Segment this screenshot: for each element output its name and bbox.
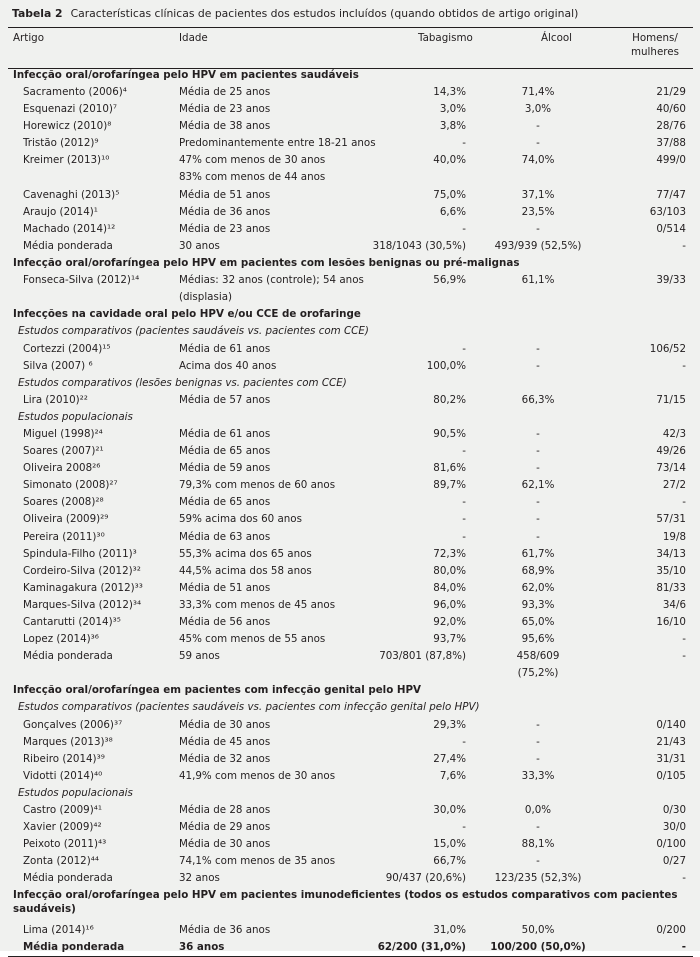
section-heading: Infecção oral/orofaríngea pelo HPV em pacientes imunodeficientes (todos os estudos comparativos com pacientes saudáveis) (13, 888, 678, 915)
table-row (8, 802, 693, 819)
sexo-cell: 37/88 (656, 137, 686, 150)
sexo-cell: 31/31 (656, 752, 686, 765)
header-idade: Idade (179, 32, 208, 44)
alcool-cell: 493/939 (52,5%) (494, 239, 582, 252)
tabagismo-cell: 90,5% (433, 427, 466, 440)
tabagismo-cell: - (462, 137, 466, 150)
header-tabagismo: Tabagismo (418, 32, 473, 44)
tabagismo-cell: 703/801 (87,8%) (379, 650, 466, 663)
sexo-cell: - (682, 239, 686, 252)
tabagismo-cell: - (462, 735, 466, 748)
artigo-cell: Cantarutti (2014)³⁵ (23, 616, 121, 628)
tabagismo-cell: 318/1043 (30,5%) (372, 239, 466, 252)
artigo-cell: Marques-Silva (2012)³⁴ (23, 598, 142, 611)
alcool-cell: 23,5% (521, 205, 555, 218)
alcool-cell: 93,3% (521, 598, 555, 611)
artigo-cell: Araujo (2014)¹ (23, 205, 98, 218)
header-alcool: Álcool (541, 32, 573, 44)
tabagismo-cell: 80,2% (433, 393, 466, 406)
artigo-cell: Esquenazi (2010)⁷ (23, 103, 118, 116)
table-row (8, 853, 693, 870)
artigo-cell: Lima (2014)¹⁶ (23, 923, 94, 936)
sexo-cell: 49/26 (656, 445, 686, 458)
alcool-cell: - (536, 718, 540, 731)
subsection-heading-row (8, 375, 693, 392)
alcool-cell: 100/200 (50,0%) (490, 940, 586, 953)
table-row (8, 614, 693, 631)
artigo-cell: Oliveira (2009)²⁹ (23, 513, 109, 526)
section-heading-row (8, 255, 693, 272)
idade-cell: Média de 36 anos (179, 205, 271, 218)
alcool-cell: 88,1% (521, 838, 555, 851)
artigo-cell: Soares (2007)²¹ (23, 445, 104, 458)
table-row (8, 768, 693, 785)
alcool-cell: 37,1% (521, 188, 555, 201)
alcool-cell: 61,7% (521, 547, 555, 560)
idade-cell: Média de 56 anos (179, 616, 271, 628)
idade-cell: Média de 23 anos (179, 222, 271, 235)
sexo-cell: 77/47 (656, 188, 686, 201)
table-row (8, 152, 693, 186)
header-sexo-l2: mulheres (631, 46, 679, 58)
artigo-cell: Média ponderada (23, 650, 113, 663)
sexo-cell: 21/29 (656, 86, 686, 99)
sexo-cell: - (681, 940, 686, 953)
idade-cell: Média de 51 anos (179, 581, 271, 594)
artigo-cell: Gonçalves (2006)³⁷ (23, 718, 123, 731)
table-row (8, 84, 693, 101)
tabagismo-cell: - (462, 530, 466, 543)
table-row (8, 751, 693, 768)
idade-cell: Média de 30 anos (179, 718, 271, 731)
table-row (8, 922, 693, 939)
tabagismo-cell: 56,9% (433, 274, 466, 287)
table-row (8, 546, 693, 563)
alcool-cell: 3,0% (524, 103, 552, 116)
table-row (8, 118, 693, 135)
table-row (8, 717, 693, 734)
sexo-cell: 39/33 (656, 274, 686, 287)
idade-cell: 41,9% com menos de 30 anos (179, 769, 336, 782)
idade-cell: 36 anos (179, 940, 225, 953)
idade-cell: Predominantemente entre 18-21 anos (179, 137, 376, 150)
artigo-cell: Kreimer (2013)¹⁰ (23, 154, 110, 167)
table-label: Tabela 2 (12, 7, 63, 20)
table-row (8, 939, 693, 957)
sexo-cell: - (682, 650, 686, 663)
idade-cell: Média de 36 anos (179, 923, 271, 936)
idade-cell: Média de 32 anos (179, 752, 271, 765)
alcool-cell: - (536, 496, 540, 509)
header-artigo: Artigo (13, 32, 45, 44)
idade-cell: 44,5% acima dos 58 anos (179, 564, 312, 577)
section-heading-row (8, 682, 693, 699)
idade-cell: Média de 51 anos (179, 188, 271, 201)
artigo-cell: Peixoto (2011)⁴³ (23, 838, 107, 851)
table-row (8, 392, 693, 409)
alcool-cell: 0,0% (524, 804, 552, 817)
artigo-cell: Oliveira 2008²⁶ (23, 462, 101, 475)
table-row (8, 819, 693, 836)
table-row (8, 580, 693, 597)
tabagismo-cell: 72,3% (433, 547, 466, 560)
table-row (8, 204, 693, 221)
sexo-cell: 21/43 (656, 735, 686, 748)
sexo-cell: 0/140 (656, 718, 686, 731)
alcool-cell: 33,3% (521, 769, 555, 782)
subsection-heading-row (8, 699, 693, 716)
tabagismo-cell: - (462, 496, 466, 509)
tabagismo-cell: 3,8% (439, 120, 466, 133)
tabagismo-cell: 92,0% (433, 616, 466, 628)
sexo-cell: 63/103 (649, 205, 686, 218)
table-row (8, 341, 693, 358)
tabagismo-cell: - (462, 342, 466, 355)
artigo-cell: Cordeiro-Silva (2012)³² (23, 564, 141, 577)
alcool-cell: - (536, 342, 540, 355)
artigo-cell: Ribeiro (2014)³⁹ (23, 752, 105, 765)
alcool-cell: 65,0% (521, 616, 555, 628)
idade-cell (179, 272, 364, 306)
artigo-cell: Cortezzi (2004)¹⁵ (23, 342, 111, 355)
artigo-cell: Castro (2009)⁴¹ (23, 804, 102, 817)
idade-cell: Média de 25 anos (179, 86, 271, 99)
section-heading: Infecção oral/orofaríngea pelo HPV em pacientes saudáveis (13, 69, 359, 81)
idade-cell (179, 152, 325, 186)
alcool-cell: 68,9% (521, 564, 555, 577)
table-row (8, 358, 693, 375)
idade-cell-line2: 83% com menos de 44 anos (179, 171, 326, 184)
alcool-cell: - (536, 735, 540, 748)
tabagismo-cell: 40,0% (433, 154, 466, 167)
idade-cell: Média de 61 anos (179, 342, 271, 355)
table-body (8, 67, 693, 957)
alcool-cell: 62,0% (521, 581, 555, 594)
alcool-cell (478, 648, 598, 682)
subsection-heading-row (8, 323, 693, 340)
artigo-cell: Simonato (2008)²⁷ (23, 479, 118, 492)
subsection-heading-row (8, 785, 693, 802)
tabagismo-cell: 15,0% (433, 838, 466, 851)
sexo-cell: - (682, 633, 686, 646)
artigo-cell: Zonta (2012)⁴⁴ (23, 855, 99, 868)
sexo-cell: 34/13 (656, 547, 686, 560)
alcool-cell-line2: (75,2%) (517, 667, 559, 680)
sexo-cell: 57/31 (656, 513, 686, 526)
table-header (8, 27, 693, 69)
idade-cell: 30 anos (179, 239, 220, 252)
alcool-cell: 74,0% (521, 154, 555, 167)
section-heading-row (8, 888, 693, 922)
table-row (8, 734, 693, 751)
artigo-cell: Sacramento (2006)⁴ (23, 86, 127, 99)
subsection-heading: Estudos populacionais (18, 410, 133, 423)
alcool-cell: - (536, 445, 540, 458)
subsection-heading: Estudos comparativos (pacientes saudáveis vs. pacientes com CCE) (18, 325, 369, 338)
header-sexo-l1: Homens/ (632, 32, 678, 44)
section-heading-row (8, 306, 693, 323)
tabagismo-cell: 96,0% (433, 598, 466, 611)
table-row (8, 631, 693, 648)
artigo-cell: Lopez (2014)³⁶ (23, 633, 99, 646)
sexo-cell: 19/8 (662, 530, 686, 543)
table-row (8, 529, 693, 546)
idade-cell: Média de 57 anos (179, 393, 271, 406)
alcool-cell: - (536, 427, 540, 440)
tabagismo-cell: - (462, 222, 466, 235)
sexo-cell: 106/52 (649, 342, 686, 355)
table-caption (12, 4, 578, 24)
alcool-cell: 66,3% (521, 393, 555, 406)
sexo-cell: 40/60 (656, 103, 686, 116)
idade-cell: Média de 65 anos (179, 445, 271, 458)
alcool-cell: - (536, 855, 540, 868)
tabagismo-cell: 3,0% (439, 103, 466, 116)
sexo-cell: 30/0 (662, 821, 686, 834)
sexo-cell: 27/2 (662, 479, 686, 492)
tabagismo-cell: 66,7% (433, 855, 466, 868)
idade-cell: Média de 23 anos (179, 103, 271, 116)
sexo-cell: 0/514 (656, 222, 686, 235)
sexo-cell: 0/27 (662, 855, 686, 868)
idade-cell: Acima dos 40 anos (179, 359, 277, 372)
sexo-cell: 28/76 (656, 120, 686, 133)
header-sexo (620, 31, 690, 59)
sexo-cell: 35/10 (656, 564, 686, 577)
tabagismo-cell: 27,4% (433, 752, 466, 765)
table-row (8, 135, 693, 152)
idade-cell-line1: Médias: 32 anos (controle); 54 anos (179, 274, 364, 287)
artigo-cell: Horewicz (2010)⁸ (23, 120, 112, 133)
alcool-cell: 61,1% (521, 274, 555, 287)
tabagismo-cell: 93,7% (433, 633, 466, 646)
table-row (8, 460, 693, 477)
artigo-cell: Cavenaghi (2013)⁵ (23, 188, 120, 201)
idade-cell: 59 anos (179, 650, 220, 663)
tabagismo-cell: 14,3% (433, 86, 466, 99)
artigo-cell: Machado (2014)¹² (23, 222, 116, 235)
table-row (8, 477, 693, 494)
tabagismo-cell: - (462, 445, 466, 458)
artigo-cell: Spindula-Filho (2011)³ (23, 547, 137, 560)
table-row (8, 511, 693, 528)
artigo-cell: Tristão (2012)⁹ (23, 137, 99, 150)
section-heading: Infecções na cavidade oral pelo HPV e/ou CCE de orofaringe (13, 308, 361, 321)
section-heading-row (8, 67, 693, 84)
tabagismo-cell: 90/437 (20,6%) (385, 872, 466, 885)
artigo-cell: Kaminagakura (2012)³³ (23, 581, 143, 594)
alcool-cell: 95,6% (521, 633, 555, 646)
alcool-cell: - (536, 120, 540, 133)
table-row (8, 836, 693, 853)
idade-cell: 32 anos (179, 872, 220, 885)
table-row (8, 238, 693, 255)
table-row (8, 443, 693, 460)
sexo-cell: 42/3 (662, 427, 686, 440)
subsection-heading-row (8, 409, 693, 426)
idade-cell: 45% com menos de 55 anos (179, 633, 326, 646)
sexo-cell: - (682, 359, 686, 372)
section-heading: Infecção oral/orofaríngea em pacientes com infecção genital pelo HPV (13, 684, 421, 697)
alcool-cell-line1: 458/609 (516, 650, 560, 663)
sexo-cell: - (682, 872, 686, 885)
artigo-cell: Lira (2010)²² (23, 393, 88, 406)
table-row (8, 272, 693, 306)
alcool-cell: - (536, 513, 540, 526)
artigo-cell: Marques (2013)³⁸ (23, 735, 113, 748)
subsection-heading: Estudos populacionais (18, 786, 133, 799)
tabagismo-cell: - (462, 513, 466, 526)
table-row (8, 221, 693, 238)
sexo-cell: - (682, 496, 686, 509)
idade-cell: Média de 45 anos (179, 735, 271, 748)
idade-cell-line1: 47% com menos de 30 anos (179, 154, 326, 167)
table-title: Características clínicas de pacientes dos estudos incluídos (quando obtidos de artigo original) (70, 7, 579, 20)
sexo-cell: 0/105 (656, 769, 686, 782)
artigo-cell: Soares (2008)²⁸ (23, 496, 104, 509)
artigo-cell: Miguel (1998)²⁴ (23, 427, 103, 440)
sexo-cell: 71/15 (656, 393, 686, 406)
artigo-cell: Vidotti (2014)⁴⁰ (23, 769, 103, 782)
tabagismo-cell: 29,3% (433, 718, 466, 731)
artigo-cell: Média ponderada (23, 940, 125, 953)
section-heading: Infecção oral/orofaríngea pelo HPV em pacientes com lesões benignas ou pré-malignas (13, 257, 520, 270)
table-row (8, 648, 693, 682)
artigo-cell: Silva (2007) ⁶ (23, 359, 93, 372)
table-row (8, 187, 693, 204)
sexo-cell: 34/6 (662, 598, 686, 611)
alcool-cell: - (536, 359, 540, 372)
idade-cell: 79,3% com menos de 60 anos (179, 479, 336, 492)
alcool-cell: 62,1% (521, 479, 555, 492)
alcool-cell: 123/235 (52,3%) (494, 872, 582, 885)
idade-cell: Média de 38 anos (179, 120, 271, 133)
tabagismo-cell: 81,6% (433, 462, 466, 475)
sexo-cell: 81/33 (656, 581, 686, 594)
tabagismo-cell: 62/200 (31,0%) (377, 940, 466, 953)
alcool-cell: - (536, 222, 540, 235)
idade-cell: 55,3% acima dos 65 anos (179, 547, 312, 560)
alcool-cell: - (536, 137, 540, 150)
sexo-cell: 73/14 (656, 462, 686, 475)
tabagismo-cell: - (462, 821, 466, 834)
alcool-cell: 50,0% (521, 923, 555, 936)
idade-cell: Média de 30 anos (179, 838, 271, 851)
subsection-heading: Estudos comparativos (lesões benignas vs. pacientes com CCE) (18, 376, 347, 389)
idade-cell: Média de 28 anos (179, 804, 271, 817)
tabagismo-cell: 84,0% (433, 581, 466, 594)
tabagismo-cell: 31,0% (433, 923, 466, 936)
idade-cell: Média de 61 anos (179, 427, 271, 440)
tabagismo-cell: 80,0% (433, 564, 466, 577)
idade-cell-line2: (displasia) (179, 291, 233, 304)
alcool-cell: 71,4% (521, 86, 555, 99)
tabagismo-cell: 30,0% (433, 804, 466, 817)
idade-cell: Média de 63 anos (179, 530, 271, 543)
tabagismo-cell: 100,0% (426, 359, 466, 372)
tabagismo-cell: 7,6% (439, 769, 466, 782)
table-row (8, 870, 693, 887)
artigo-cell: Fonseca-Silva (2012)¹⁴ (23, 274, 140, 287)
alcool-cell: - (536, 530, 540, 543)
table-row (8, 494, 693, 511)
artigo-cell: Pereira (2011)³⁰ (23, 530, 105, 543)
artigo-cell: Xavier (2009)⁴² (23, 821, 102, 834)
tabagismo-cell: 89,7% (433, 479, 466, 492)
alcool-cell: - (536, 821, 540, 834)
sexo-cell: 499/0 (656, 154, 686, 167)
sexo-cell: 0/200 (656, 923, 686, 936)
subsection-heading: Estudos comparativos (pacientes saudáveis vs. pacientes com infecção genital pelo HPV) (18, 701, 480, 714)
tabagismo-cell: 75,0% (433, 188, 466, 201)
idade-cell: 74,1% com menos de 35 anos (179, 855, 336, 868)
idade-cell: 33,3% com menos de 45 anos (179, 598, 336, 611)
idade-cell: Média de 29 anos (179, 821, 271, 834)
idade-cell: Média de 59 anos (179, 462, 271, 475)
alcool-cell: - (536, 752, 540, 765)
table-row (8, 563, 693, 580)
idade-cell: Média de 65 anos (179, 496, 271, 509)
table-row (8, 426, 693, 443)
table-row (8, 597, 693, 614)
artigo-cell: Média ponderada (23, 239, 113, 252)
table-row (8, 101, 693, 118)
tabagismo-cell: 6,6% (439, 205, 466, 218)
sexo-cell: 16/10 (656, 616, 686, 628)
sexo-cell: 0/100 (656, 838, 686, 851)
sexo-cell: 0/30 (662, 804, 686, 817)
artigo-cell: Média ponderada (23, 872, 113, 885)
alcool-cell: - (536, 462, 540, 475)
idade-cell: 59% acima dos 60 anos (179, 513, 302, 526)
